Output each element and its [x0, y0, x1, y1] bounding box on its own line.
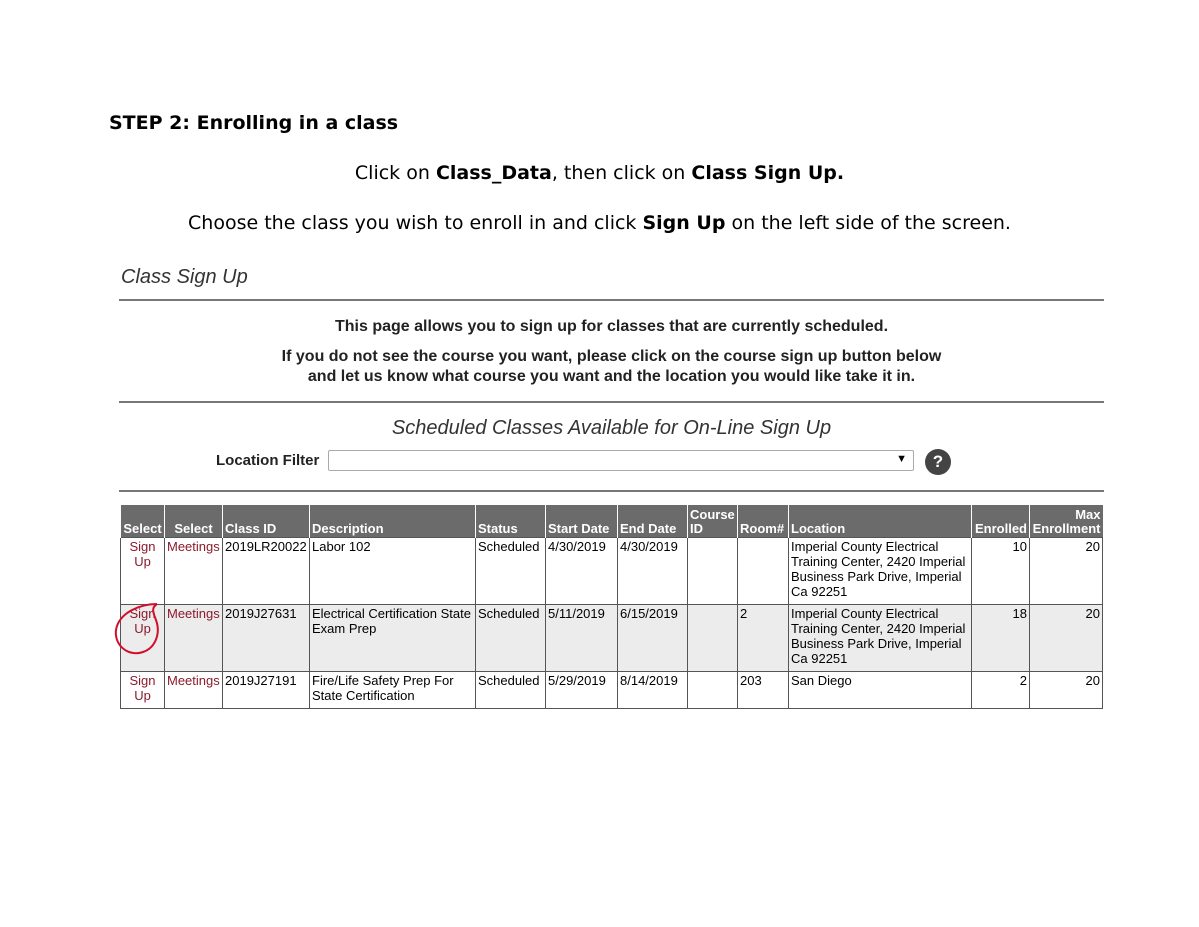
status-cell: Scheduled: [476, 605, 546, 672]
signup-cell: [121, 538, 165, 605]
page-title: Class Sign Up: [121, 266, 248, 288]
room-cell: 203: [738, 672, 789, 709]
instruction-line-2: [0, 212, 1199, 234]
meetings-cell: [165, 538, 223, 605]
signup-cell: [121, 605, 165, 672]
col-header-select-2: Select: [165, 505, 223, 538]
meetings-link[interactable]: Meetings: [167, 606, 220, 621]
table-row: [121, 605, 1103, 672]
class-id-cell: 2019LR20022: [223, 538, 310, 605]
start-date-cell: 5/11/2019: [546, 605, 618, 672]
description-cell: Labor 102: [310, 538, 476, 605]
col-header-status: Status: [476, 505, 546, 538]
instruction-text: on the left side of the screen.: [725, 212, 1011, 234]
col-header-select: Select: [121, 505, 165, 538]
max-enrollment-cell: 20: [1030, 605, 1103, 672]
room-cell: 2: [738, 605, 789, 672]
end-date-cell: 4/30/2019: [618, 538, 688, 605]
col-header-room: Room#: [738, 505, 789, 538]
sign-up-link[interactable]: Sign Up: [129, 539, 156, 569]
col-header-max-enrollment: Max Enrollment: [1030, 505, 1103, 538]
room-cell: [738, 538, 789, 605]
col-header-course-id: Course ID: [688, 505, 738, 538]
intro-text-2: [119, 347, 1104, 387]
instruction-bold: Sign Up: [642, 212, 726, 234]
location-filter-label: Location Filter: [216, 452, 320, 469]
col-header-end-date: End Date: [618, 505, 688, 538]
instruction-line-1: [0, 162, 1199, 184]
classes-table: [120, 505, 1103, 709]
course-id-cell: [688, 672, 738, 709]
col-header-description: Description: [310, 505, 476, 538]
col-header-enrolled: Enrolled: [972, 505, 1030, 538]
help-button[interactable]: ?: [925, 449, 951, 475]
max-enrollment-cell: 20: [1030, 538, 1103, 605]
description-cell: Electrical Certification State Exam Prep: [310, 605, 476, 672]
dropdown-arrow-icon: ▼: [896, 453, 907, 465]
section-title: Scheduled Classes Available for On-Line Sign Up: [391, 417, 832, 439]
instruction-text: Choose the class you wish to enroll in and click: [188, 212, 643, 234]
class-id-cell: 2019J27191: [223, 672, 310, 709]
col-header-start-date: Start Date: [546, 505, 618, 538]
sign-up-link[interactable]: Sign Up: [129, 606, 156, 636]
meetings-cell: [165, 605, 223, 672]
location-cell: Imperial County Electrical Training Center, 2420 Imperial Business Park Drive, Imperial Ca 92251: [789, 605, 972, 672]
location-cell: Imperial County Electrical Training Center, 2420 Imperial Business Park Drive, Imperial Ca 92251: [789, 538, 972, 605]
intro-text: This page allows you to sign up for classes that are currently scheduled.: [334, 318, 889, 335]
step-title: STEP 2: Enrolling in a class: [109, 112, 399, 134]
divider: [119, 299, 1104, 301]
status-cell: Scheduled: [476, 672, 546, 709]
signup-cell: [121, 672, 165, 709]
start-date-cell: 5/29/2019: [546, 672, 618, 709]
start-date-cell: 4/30/2019: [546, 538, 618, 605]
end-date-cell: 6/15/2019: [618, 605, 688, 672]
meetings-link[interactable]: Meetings: [167, 539, 220, 554]
divider: [119, 490, 1104, 492]
meetings-cell: [165, 672, 223, 709]
class-id-cell: 2019J27631: [223, 605, 310, 672]
table-row: [121, 672, 1103, 709]
table-header-row: [121, 505, 1103, 538]
enrolled-cell: 18: [972, 605, 1030, 672]
intro-line: and let us know what course you want and the location you would like take it in.: [307, 368, 916, 385]
course-id-cell: [688, 605, 738, 672]
divider: [119, 401, 1104, 403]
instruction-bold: Class_Data: [435, 162, 552, 184]
enrolled-cell: 2: [972, 672, 1030, 709]
meetings-link[interactable]: Meetings: [167, 673, 220, 688]
intro-line: If you do not see the course you want, please click on the course sign up button below: [281, 348, 942, 365]
col-header-class-id: Class ID: [223, 505, 310, 538]
instruction-text: Click on: [354, 162, 436, 184]
sign-up-link[interactable]: Sign Up: [129, 673, 156, 703]
instruction-text: , then click on: [551, 162, 692, 184]
instruction-bold: Class Sign Up.: [691, 162, 845, 184]
table-row: [121, 538, 1103, 605]
col-header-location: Location: [789, 505, 972, 538]
end-date-cell: 8/14/2019: [618, 672, 688, 709]
status-cell: Scheduled: [476, 538, 546, 605]
enrolled-cell: 10: [972, 538, 1030, 605]
max-enrollment-cell: 20: [1030, 672, 1103, 709]
location-cell: San Diego: [789, 672, 972, 709]
location-filter-select[interactable]: [328, 450, 914, 471]
description-cell: Fire/Life Safety Prep For State Certification: [310, 672, 476, 709]
course-id-cell: [688, 538, 738, 605]
